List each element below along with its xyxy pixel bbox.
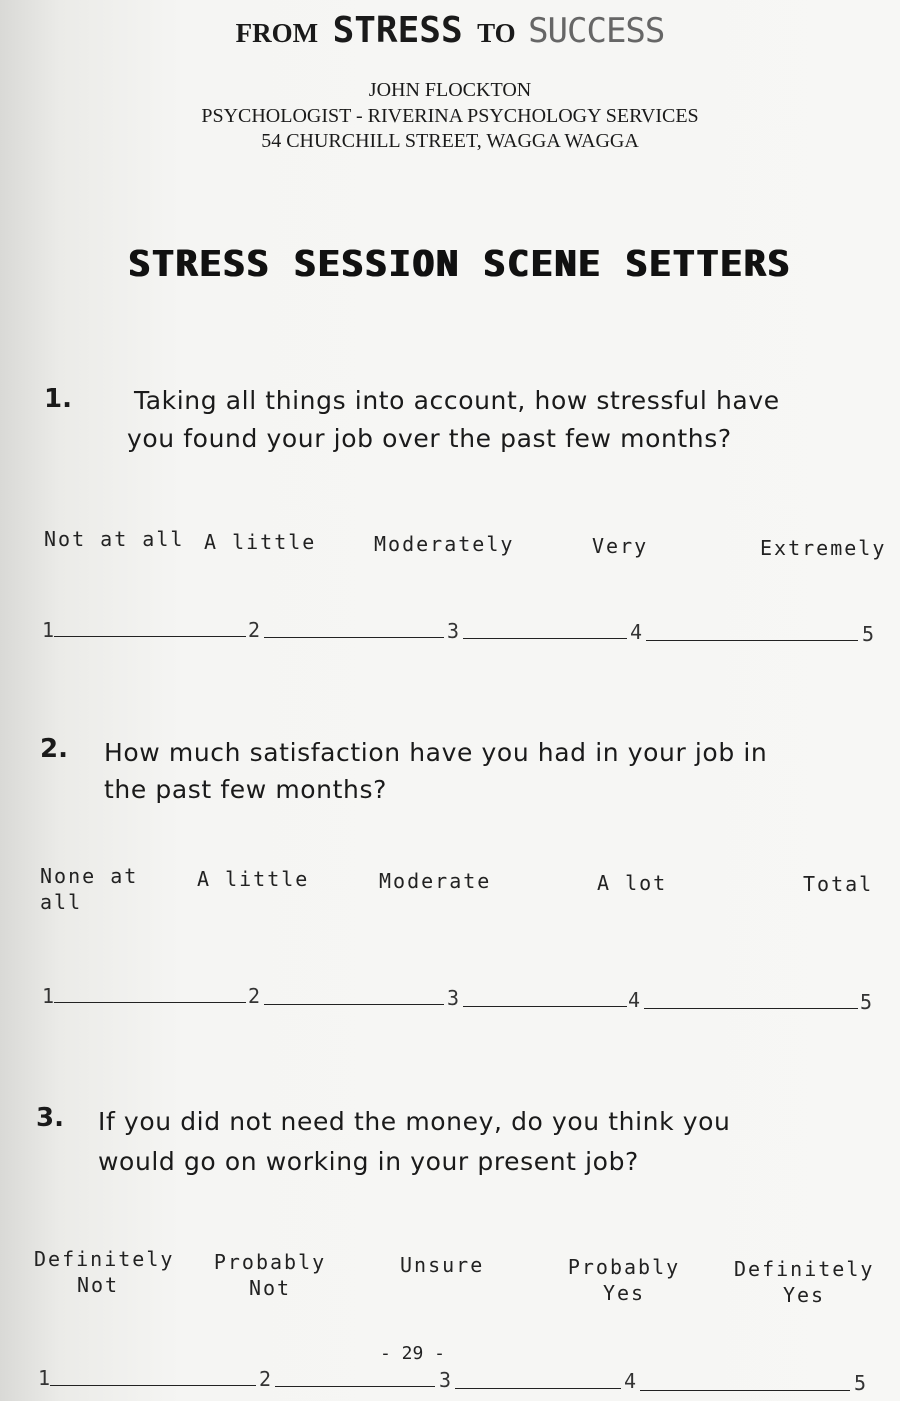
question-3-line-2: would go on working in your present job? xyxy=(98,1147,639,1176)
question-3-option-4 xyxy=(565,1254,683,1306)
page-number: - 29 - xyxy=(380,1343,446,1364)
question-1-option-4: Very xyxy=(592,534,649,558)
brand-title xyxy=(0,10,900,51)
question-2-option-1 xyxy=(40,863,138,915)
question-1-scale-line xyxy=(54,636,246,637)
question-3-scale-line xyxy=(640,1390,850,1391)
author-address: 54 CHURCHILL STREET, WAGGA WAGGA xyxy=(261,130,639,152)
question-3-option-5-line-1: Definitely xyxy=(734,1257,875,1281)
question-1-scale-1: 1 xyxy=(42,618,55,642)
question-2-option-5: Total xyxy=(803,872,874,896)
question-1-scale-line xyxy=(463,638,627,639)
question-1-option-3: Moderately xyxy=(374,532,515,556)
question-2-number: 2. xyxy=(40,734,68,764)
brand-word-stress: STRESS xyxy=(332,10,463,51)
question-3-scale-4: 4 xyxy=(624,1369,637,1393)
question-2-scale-line xyxy=(644,1008,858,1009)
question-2-scale-5: 5 xyxy=(860,990,873,1014)
question-3-number: 3. xyxy=(36,1103,64,1133)
author-name: JOHN FLOCKTON xyxy=(368,79,532,101)
question-1-scale-5: 5 xyxy=(862,622,875,646)
question-3-scale-1: 1 xyxy=(38,1366,51,1390)
question-1-line-2: you found your job over the past few months? xyxy=(127,424,732,453)
question-3-scale-line xyxy=(275,1386,435,1387)
question-3-scale-line xyxy=(50,1385,256,1386)
question-3-scale-2: 2 xyxy=(259,1367,272,1391)
question-2-scale-4: 4 xyxy=(628,988,641,1012)
question-1-option-1: Not at all xyxy=(44,527,185,551)
question-3-option-4-line-1: Probably xyxy=(567,1255,681,1279)
question-2-scale-1: 1 xyxy=(42,984,55,1008)
question-2-scale-line xyxy=(463,1006,627,1007)
question-3-option-4-line-2: Yes xyxy=(602,1281,646,1305)
author-role: PSYCHOLOGIST - RIVERINA PSYCHOLOGY SERVICES xyxy=(201,105,699,127)
question-3-option-2-line-1: Probably xyxy=(213,1250,327,1274)
question-3-option-2-line-2: Not xyxy=(248,1276,292,1300)
question-3-option-5 xyxy=(734,1256,874,1308)
brand-word-success: SUCCESS xyxy=(528,11,665,51)
question-1-number: 1. xyxy=(44,384,72,414)
question-1-scale-3: 3 xyxy=(447,619,460,643)
question-2-option-1-line-2: all xyxy=(40,890,83,914)
question-3-option-5-line-2: Yes xyxy=(782,1283,826,1307)
question-1-option-5: Extremely xyxy=(760,536,887,560)
question-2-scale-3: 3 xyxy=(447,986,460,1010)
question-3-option-3: Unsure xyxy=(400,1253,485,1277)
question-3-line-1: If you did not need the money, do you think you xyxy=(98,1107,731,1136)
question-3-scale-line xyxy=(455,1388,621,1389)
question-2-option-4: A lot xyxy=(597,871,668,895)
question-3-option-1-line-1: Definitely xyxy=(34,1247,175,1271)
question-2-option-2: A little xyxy=(197,867,310,891)
question-1-scale-2: 2 xyxy=(248,618,261,642)
page-title: STRESS SESSION SCENE SETTERS xyxy=(128,244,792,285)
question-2-line-2: the past few months? xyxy=(104,775,387,804)
question-1-scale-line xyxy=(264,637,444,638)
question-2-option-1-line-1: None at xyxy=(40,864,139,888)
question-1-scale-4: 4 xyxy=(630,620,643,644)
question-2-line-1: How much satisfaction have you had in your job in xyxy=(104,738,768,767)
brand-word-to: TO xyxy=(477,18,516,48)
question-2-scale-2: 2 xyxy=(248,984,261,1008)
question-2-scale-line xyxy=(54,1002,246,1003)
question-3-scale-5: 5 xyxy=(854,1371,867,1395)
question-2-scale-line xyxy=(264,1004,444,1005)
question-3-option-1-line-2: Not xyxy=(76,1273,120,1297)
question-1-scale-line xyxy=(646,640,858,641)
question-3-option-1 xyxy=(34,1246,175,1298)
question-1-option-2: A little xyxy=(204,530,317,554)
brand-word-from: FROM xyxy=(235,18,319,48)
question-2-option-3: Moderate xyxy=(379,869,492,893)
question-1-line-1: Taking all things into account, how stressful have xyxy=(134,386,780,415)
question-3-option-2 xyxy=(210,1249,330,1301)
question-3-scale-3: 3 xyxy=(439,1368,452,1392)
